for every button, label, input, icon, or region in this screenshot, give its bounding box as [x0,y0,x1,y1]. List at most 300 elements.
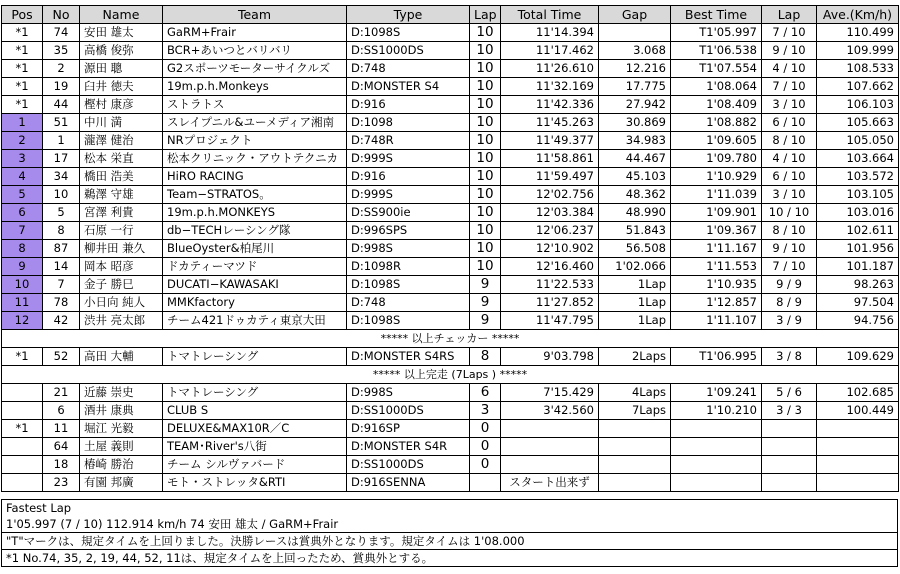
fastest-lap-value: 1'05.997 (7 / 10) 112.914 km/h 74 安田 雄太 / GaRM+Frair [2,516,898,533]
cell-best-time: 1'09.241 [671,384,762,402]
cell-gap: 1Lap [599,276,671,294]
cell-average-speed [817,438,899,456]
cell-average-speed: 106.103 [817,96,899,114]
cell-type: D:748 [347,294,470,312]
cell-pos: *1 [2,96,43,114]
cell-team: 19m.p.h.Monkeys [163,78,347,96]
cell-best-lap: 6 / 10 [762,114,817,132]
cell-team: DELUXE&MAX10R／C [163,420,347,438]
cell-best-lap: 3 / 10 [762,96,817,114]
cell-lap: 8 [470,348,501,366]
cell-total-time: 11'59.497 [501,168,599,186]
cell-name: 宮澤 利貴 [80,204,163,222]
cell-team: モト・ストレッタ&RTI [163,474,347,492]
cell-gap: 48.362 [599,186,671,204]
cell-gap [599,456,671,474]
cell-team: トマトレーシング [163,348,347,366]
cell-no: 10 [43,186,80,204]
cell-best-lap [762,474,817,492]
table-row [2,60,899,78]
cell-best-time: 1'09.901 [671,204,762,222]
cell-best-time [671,456,762,474]
cell-no: 52 [43,348,80,366]
cell-pos [2,384,43,402]
cell-total-time: 7'15.429 [501,384,599,402]
cell-best-time: 1'11.039 [671,186,762,204]
cell-lap: 10 [470,132,501,150]
cell-team: ドカティーマツド [163,258,347,276]
cell-gap: 3.068 [599,42,671,60]
cell-best-time: 1'12.857 [671,294,762,312]
cell-best-lap: 4 / 10 [762,150,817,168]
cell-gap: 4Laps [599,384,671,402]
cell-lap: 10 [470,96,501,114]
cell-average-speed: 109.999 [817,42,899,60]
cell-lap: 0 [470,420,501,438]
cell-team: スレイプニル&ユーメディア湘南 [163,114,347,132]
cell-average-speed: 97.504 [817,294,899,312]
cell-average-speed: 98.263 [817,276,899,294]
cell-type: D:1098S [347,276,470,294]
cell-name: 中川 満 [80,114,163,132]
cell-best-lap: 8 / 10 [762,132,817,150]
cell-best-lap [762,420,817,438]
cell-pos: *1 [2,24,43,42]
cell-gap [599,24,671,42]
cell-average-speed: 103.016 [817,204,899,222]
cell-best-time: T1'07.554 [671,60,762,78]
cell-name: 酒井 康典 [80,402,163,420]
cell-total-time: 12'02.756 [501,186,599,204]
cell-lap [470,474,501,492]
table-row [2,78,899,96]
cell-name: 堀江 光毅 [80,420,163,438]
cell-best-lap: 6 / 10 [762,168,817,186]
cell-pos [2,438,43,456]
cell-best-lap: 4 / 10 [762,60,817,78]
cell-team: ストラトス [163,96,347,114]
cell-lap: 10 [470,168,501,186]
table-row [2,240,899,258]
table-row [2,24,899,42]
cell-lap: 10 [470,78,501,96]
cell-team: NRプロジェクト [163,132,347,150]
cell-total-time [501,438,599,456]
cell-lap: 0 [470,438,501,456]
cell-total-time: 12'10.902 [501,240,599,258]
cell-team: GaRM+Frair [163,24,347,42]
cell-name: 小日向 純人 [80,294,163,312]
table-row [2,150,899,168]
cell-name: 石原 一行 [80,222,163,240]
cell-type: D:748 [347,60,470,78]
cell-gap: 1Lap [599,294,671,312]
cell-no: 7 [43,276,80,294]
separator-row [2,330,899,348]
cell-lap: 0 [470,456,501,474]
table-row [2,204,899,222]
cell-best-lap: 3 / 10 [762,186,817,204]
cell-average-speed [817,420,899,438]
cell-best-lap [762,438,817,456]
cell-team: HiRO RACING [163,168,347,186]
cell-gap: 48.990 [599,204,671,222]
header-type: Type [347,6,470,24]
cell-best-time: 1'11.553 [671,258,762,276]
cell-type: D:998S [347,384,470,402]
cell-type: D:1098 [347,114,470,132]
header-best-time: Best Time [671,6,762,24]
cell-best-time: 1'08.064 [671,78,762,96]
cell-best-time [671,438,762,456]
cell-type: D:916 [347,96,470,114]
results-body [2,24,899,492]
cell-total-time: スタート出来ず [501,474,599,492]
cell-total-time: 11'17.462 [501,42,599,60]
cell-gap: 56.508 [599,240,671,258]
cell-gap: 2Laps [599,348,671,366]
cell-pos: *1 [2,78,43,96]
cell-best-lap: 8 / 10 [762,222,817,240]
cell-total-time: 9'03.798 [501,348,599,366]
cell-best-time: T1'05.997 [671,24,762,42]
cell-pos: 9 [2,258,43,276]
cell-gap: 30.869 [599,114,671,132]
cell-gap: 45.103 [599,168,671,186]
cell-team: トマトレーシング [163,384,347,402]
cell-type: D:MONSTER S4 [347,78,470,96]
cell-no: 34 [43,168,80,186]
cell-pos [2,402,43,420]
cell-pos [2,456,43,474]
header-pos: Pos [2,6,43,24]
cell-gap: 51.843 [599,222,671,240]
cell-lap: 10 [470,150,501,168]
table-row [2,168,899,186]
cell-best-time [671,420,762,438]
cell-team: CLUB S [163,402,347,420]
cell-name: 高橋 俊弥 [80,42,163,60]
cell-type: D:1098S [347,24,470,42]
cell-no: 78 [43,294,80,312]
cell-name: 瀧澤 健治 [80,132,163,150]
cell-pos: *1 [2,420,43,438]
cell-average-speed: 103.572 [817,168,899,186]
cell-name: 柳井田 兼久 [80,240,163,258]
cell-average-speed: 109.629 [817,348,899,366]
cell-best-time: 1'11.107 [671,312,762,330]
cell-best-time: 1'08.882 [671,114,762,132]
cell-name: 椿崎 勝治 [80,456,163,474]
cell-no: 64 [43,438,80,456]
cell-best-time: 1'09.780 [671,150,762,168]
cell-gap: 44.467 [599,150,671,168]
cell-average-speed: 100.449 [817,402,899,420]
cell-name: 鵜澤 守雄 [80,186,163,204]
header-average-speed: Ave.(Km/h) [817,6,899,24]
cell-no: 1 [43,132,80,150]
cell-best-lap: 7 / 10 [762,258,817,276]
cell-type: D:916SP [347,420,470,438]
separator-row [2,366,899,384]
cell-pos: 6 [2,204,43,222]
cell-type: D:MONSTER S4R [347,438,470,456]
cell-best-time [671,474,762,492]
table-row [2,294,899,312]
cell-name: 近藤 崇史 [80,384,163,402]
cell-gap [599,420,671,438]
cell-best-lap: 7 / 10 [762,24,817,42]
cell-type: D:1098S [347,312,470,330]
cell-name: 有園 邦廣 [80,474,163,492]
cell-best-time: 1'09.605 [671,132,762,150]
header-name: Name [80,6,163,24]
cell-name: 渋井 亮太郎 [80,312,163,330]
cell-best-lap: 7 / 10 [762,78,817,96]
table-row [2,258,899,276]
cell-team: BCR+あいつとバリバリ [163,42,347,60]
cell-no: 74 [43,24,80,42]
results-table [1,5,899,492]
cell-lap: 10 [470,42,501,60]
cell-lap: 10 [470,258,501,276]
cell-name: 松本 栄直 [80,150,163,168]
cell-best-lap: 10 / 10 [762,204,817,222]
cell-best-lap: 3 / 8 [762,348,817,366]
cell-gap: 27.942 [599,96,671,114]
table-row [2,186,899,204]
cell-lap: 6 [470,384,501,402]
cell-team: TEAM･River's八街 [163,438,347,456]
header-row [2,6,899,24]
cell-lap: 10 [470,60,501,78]
cell-team: Team−STRATOS。 [163,186,347,204]
cell-pos: 10 [2,276,43,294]
cell-total-time [501,420,599,438]
cell-best-time: 1'08.409 [671,96,762,114]
cell-no: 5 [43,204,80,222]
cell-pos: *1 [2,60,43,78]
cell-gap: 12.216 [599,60,671,78]
cell-total-time: 12'06.237 [501,222,599,240]
cell-average-speed: 110.499 [817,24,899,42]
cell-lap: 10 [470,114,501,132]
cell-type: D:916 [347,168,470,186]
cell-lap: 10 [470,186,501,204]
cell-no: 14 [43,258,80,276]
cell-gap: 1'02.066 [599,258,671,276]
cell-pos: 4 [2,168,43,186]
table-row [2,402,899,420]
table-row [2,456,899,474]
cell-name: 源田 聰 [80,60,163,78]
cell-no: 8 [43,222,80,240]
table-row [2,420,899,438]
cell-average-speed: 101.187 [817,258,899,276]
cell-pos: 5 [2,186,43,204]
table-row [2,276,899,294]
cell-type: D:MONSTER S4RS [347,348,470,366]
cell-no: 2 [43,60,80,78]
fastest-lap-title: Fastest Lap [2,500,898,517]
cell-pos: 2 [2,132,43,150]
cell-no: 17 [43,150,80,168]
cell-name: 高田 大輔 [80,348,163,366]
cell-no: 6 [43,402,80,420]
header-total-time: Total Time [501,6,599,24]
header-no: No [43,6,80,24]
cell-type: D:SS1000DS [347,402,470,420]
cell-no: 35 [43,42,80,60]
cell-average-speed: 102.611 [817,222,899,240]
cell-type: D:999S [347,150,470,168]
cell-lap: 10 [470,204,501,222]
cell-team: DUCATI−KAWASAKI [163,276,347,294]
table-row [2,222,899,240]
cell-type: D:748R [347,132,470,150]
cell-total-time: 11'32.169 [501,78,599,96]
cell-pos: *1 [2,42,43,60]
cell-pos: 7 [2,222,43,240]
cell-best-lap: 5 / 6 [762,384,817,402]
cell-name: 岡本 昭彦 [80,258,163,276]
cell-average-speed: 105.663 [817,114,899,132]
table-row [2,384,899,402]
cell-best-lap [762,456,817,474]
table-row [2,312,899,330]
footer-notes [1,499,898,567]
cell-pos: 8 [2,240,43,258]
cell-team: チーム シルヴァバード [163,456,347,474]
cell-name: 安田 雄太 [80,24,163,42]
cell-team: 19m.p.h.MONKEYS [163,204,347,222]
cell-gap [599,438,671,456]
cell-type: D:916SENNA [347,474,470,492]
cell-team: G2スポーツモーターサイクルズ [163,60,347,78]
cell-name: 金子 勝巳 [80,276,163,294]
cell-type: D:996SPS [347,222,470,240]
cell-team: チーム421ドゥカティ東京大田 [163,312,347,330]
cell-pos [2,474,43,492]
cell-average-speed [817,456,899,474]
cell-total-time: 11'14.394 [501,24,599,42]
cell-average-speed: 103.664 [817,150,899,168]
cell-total-time: 12'03.384 [501,204,599,222]
cell-no: 87 [43,240,80,258]
cell-team: db−TECHレーシング隊 [163,222,347,240]
cell-no: 23 [43,474,80,492]
cell-total-time: 11'47.795 [501,312,599,330]
cell-type: D:998S [347,240,470,258]
cell-average-speed: 103.105 [817,186,899,204]
cell-pos: 12 [2,312,43,330]
cell-total-time: 11'26.610 [501,60,599,78]
cell-name: 橋田 浩美 [80,168,163,186]
cell-best-lap: 9 / 10 [762,240,817,258]
cell-total-time: 11'22.533 [501,276,599,294]
cell-team: 松本クリニック・アウトテクニカ [163,150,347,168]
cell-total-time: 11'27.852 [501,294,599,312]
cell-total-time: 11'58.861 [501,150,599,168]
cell-pos: *1 [2,348,43,366]
header-lap: Lap [470,6,501,24]
cell-no: 51 [43,114,80,132]
cell-lap: 9 [470,276,501,294]
cell-no: 21 [43,384,80,402]
cell-average-speed: 101.956 [817,240,899,258]
cell-type: D:999S [347,186,470,204]
cell-average-speed: 94.756 [817,312,899,330]
finish-separator: ***** 以上完走 (7Laps ) ***** [2,366,899,384]
cell-type: D:SS1000DS [347,42,470,60]
cell-gap: 17.775 [599,78,671,96]
cell-name: 土屋 義則 [80,438,163,456]
checker-separator: ***** 以上チェッカー ***** [2,330,899,348]
table-row [2,132,899,150]
table-row [2,474,899,492]
table-row [2,96,899,114]
cell-best-time: T1'06.538 [671,42,762,60]
cell-type: D:SS1000DS [347,456,470,474]
header-best-lap: Lap [762,6,817,24]
cell-lap: 3 [470,402,501,420]
cell-total-time: 11'49.377 [501,132,599,150]
header-team: Team [163,6,347,24]
cell-no: 19 [43,78,80,96]
cell-total-time: 3'42.560 [501,402,599,420]
cell-pos: 3 [2,150,43,168]
cell-total-time: 12'16.460 [501,258,599,276]
cell-lap: 9 [470,312,501,330]
table-row [2,114,899,132]
cell-gap [599,474,671,492]
cell-total-time: 11'42.336 [501,96,599,114]
cell-best-lap: 8 / 9 [762,294,817,312]
cell-best-time: 1'10.210 [671,402,762,420]
cell-best-time: 1'11.167 [671,240,762,258]
cell-average-speed: 107.662 [817,78,899,96]
cell-type: D:SS900ie [347,204,470,222]
cell-gap: 1Lap [599,312,671,330]
table-row [2,42,899,60]
cell-best-lap: 9 / 9 [762,276,817,294]
header-gap: Gap [599,6,671,24]
note-t-mark: "T"マークは、規定タイムを上回りました。決勝レースは賞典外となります。規定タイムは 1'08.000 [2,533,898,550]
cell-average-speed: 102.685 [817,384,899,402]
cell-no: 18 [43,456,80,474]
cell-best-lap: 3 / 3 [762,402,817,420]
cell-lap: 10 [470,240,501,258]
cell-no: 11 [43,420,80,438]
cell-average-speed [817,474,899,492]
cell-pos: 11 [2,294,43,312]
cell-best-time: 1'10.935 [671,276,762,294]
cell-best-time: 1'09.367 [671,222,762,240]
cell-best-time: 1'10.929 [671,168,762,186]
table-row [2,438,899,456]
cell-gap: 34.983 [599,132,671,150]
table-row [2,348,899,366]
cell-total-time [501,456,599,474]
cell-best-time: T1'06.995 [671,348,762,366]
cell-average-speed: 108.533 [817,60,899,78]
note-excluded: *1 No.74, 35, 2, 19, 44, 52, 11は、規定タイムを上回ったため、賞典外とする。 [2,550,898,567]
cell-name: 臼井 徳夫 [80,78,163,96]
cell-lap: 9 [470,294,501,312]
cell-best-lap: 9 / 10 [762,42,817,60]
cell-type: D:1098R [347,258,470,276]
cell-total-time: 11'45.263 [501,114,599,132]
